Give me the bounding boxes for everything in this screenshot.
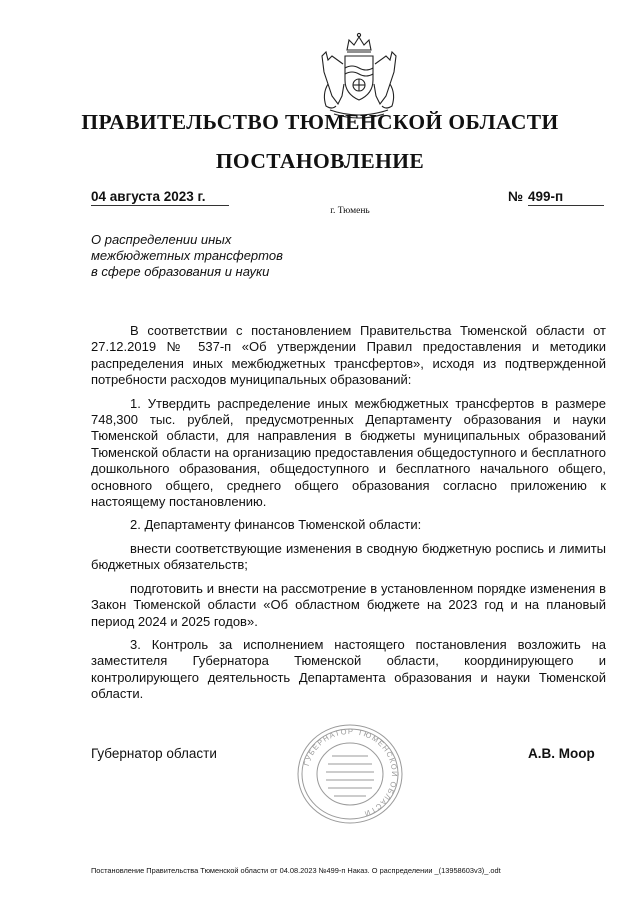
body-paragraph-item-2: 2. Департаменту финансов Тюменской области: [130,517,422,533]
city-label: г. Тюмень [330,206,370,216]
body-paragraph-item-3: 3. Контроль за исполнением настоящего постановления возложить на заместителя Губернатора Тюменской области, координирующего и контролирующего деятельность Департамента образования и науки Тюменской области. [91,636,606,702]
document-footer: Постановление Правительства Тюменской области от 04.08.2023 №499-п Наказ. О распределении _(13958603v3)_.odt [91,866,501,875]
document-date: 04 августа 2023 г. [91,190,229,206]
body-paragraph-preamble: В соответствии с постановлением Правительства Тюменской области от 27.12.2019 № 537-п «Об утверждении Правил предоставления и методики распределения иных межбюджетных трансфертов», исходя из подтвержденной потребности расходов муниципальных образований: [91,323,606,388]
document-number: 499-п [528,190,604,206]
body-paragraph-item-2a: внести соответствующие изменения в сводную бюджетную роспись и лимиты бюджетных обязательств; [91,540,606,573]
subject-line: межбюджетных трансфертов [91,248,283,263]
signer-name: А.В. Моор [528,746,595,761]
subject-line: О распределении иных [91,232,232,247]
seal-ring-text: ГУБЕРНАТОР ТЮМЕНСКОЙ ОБЛАСТИ [301,726,400,819]
official-seal-icon [294,722,406,826]
document-body [91,323,606,710]
signer-position: Губернатор области [91,746,217,761]
coat-of-arms-icon [316,30,402,122]
document-subject [91,232,351,280]
number-sign: № [508,189,524,204]
body-paragraph-item-1: 1. Утвердить распределение иных межбюджетных трансфертов в размере 748,300 тыс. рублей, предусмотренных Департаменту образования и науки Тюменской области, для направления в бюджеты муниципальных образований Тюменской области на организацию предоставления общедоступного и бесплатного дошкольного образования, общедоступного и бесплатного начального общего, основного общего, среднего общего образования согласно приложению к настоящему постановлению. [91,395,606,510]
org-title: ПРАВИТЕЛЬСТВО ТЮМЕНСКОЙ ОБЛАСТИ [81,110,559,134]
body-paragraph-item-2b: подготовить и внести на рассмотрение в установленном порядке изменения в Закон Тюменской области «Об областном бюджете на 2023 год и на плановый период 2024 и 2025 годов». [91,580,606,629]
doc-type-title: ПОСТАНОВЛЕНИЕ [215,149,425,173]
subject-line: в сфере образования и науки [91,264,270,279]
